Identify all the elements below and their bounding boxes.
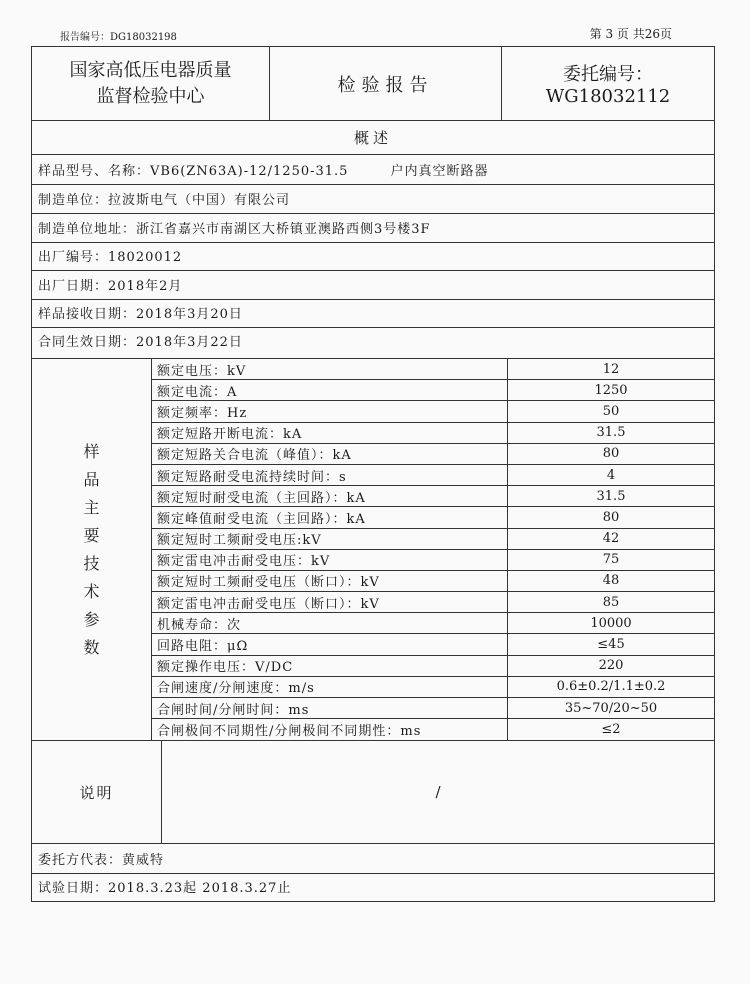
- table-row: 额定雷电冲击耐受电压：kV 75: [152, 550, 714, 571]
- table-row: 额定短时耐受电流（主回路）：kA 31.5: [152, 486, 714, 507]
- test-date: 试验日期：2018.3.23起 2018.3.27止: [38, 881, 292, 896]
- note-label: 说明: [32, 741, 162, 843]
- info-receipt-date: 样品接收日期：2018年3月20日: [38, 307, 243, 322]
- info-address: 制造单位地址：浙江省嘉兴市南湖区大桥镇亚澳路西侧3号楼3F: [38, 222, 431, 237]
- table-row: 额定操作电压：V/DC 220: [152, 656, 714, 677]
- organization-name: [32, 47, 270, 120]
- table-row: 额定雷电冲击耐受电压（断口）：kV 85: [152, 592, 714, 613]
- table-row: 额定频率：Hz 50: [152, 401, 714, 422]
- table-row: 合闸极间不同期性/分闸极间不同期性：ms ≤2: [152, 719, 714, 740]
- table-row: 额定电流：A 1250: [152, 380, 714, 401]
- params-label: 样 品 主 要 技 术 参 数: [32, 359, 152, 741]
- section-title: 概述: [32, 121, 714, 155]
- table-row: 回路电阻：μΩ ≤45: [152, 634, 714, 655]
- params-table: [152, 359, 714, 740]
- representative: 委托方代表：黄威特: [38, 853, 165, 868]
- commission-number: 委托编号：WG18032112: [545, 64, 671, 107]
- report-table: [31, 46, 715, 902]
- info-contract-date: 合同生效日期：2018年3月22日: [38, 335, 243, 350]
- info-manufacture-date: 出厂日期：2018年2月: [38, 279, 183, 294]
- table-row: 额定短时工频耐受电压:kV 42: [152, 529, 714, 550]
- table-row: 额定峰值耐受电流（主回路）：kA 80: [152, 507, 714, 528]
- page-info: 第 3 页 共26页: [589, 27, 672, 41]
- info-manufacturer: 制造单位：拉波斯电气（中国）有限公司: [38, 193, 291, 208]
- table-row: 额定短路耐受电流持续时间：s 4: [152, 465, 714, 486]
- table-row: 合闸速度/分闸速度：m/s 0.6±0.2/1.1±0.2: [152, 677, 714, 698]
- table-row: 机械寿命：次 10000: [152, 613, 714, 634]
- title-block: [32, 47, 714, 121]
- report-title: 检验报告: [270, 47, 502, 120]
- note-value: /: [435, 783, 441, 801]
- org-line-2: 监督检验中心: [96, 85, 205, 107]
- org-line-1: 国家高低压电器质量: [69, 59, 232, 81]
- info-serial: 出厂编号：18020012: [38, 250, 183, 265]
- table-row: 额定短时工频耐受电压（断口）：kV 48: [152, 571, 714, 592]
- table-row: 额定电压：kV 12: [152, 359, 714, 380]
- info-model: 样品型号、名称：VB6(ZN63A)-12/1250-31.5 户内真空断路器: [38, 164, 489, 179]
- table-row: 额定短路关合电流（峰值）：kA 80: [152, 444, 714, 465]
- table-row: 合闸时间/分闸时间：ms 35~70/20~50: [152, 698, 714, 719]
- report-number: 报告编号：DG18032198: [60, 32, 177, 43]
- table-row: 额定短路开断电流：kA 31.5: [152, 423, 714, 444]
